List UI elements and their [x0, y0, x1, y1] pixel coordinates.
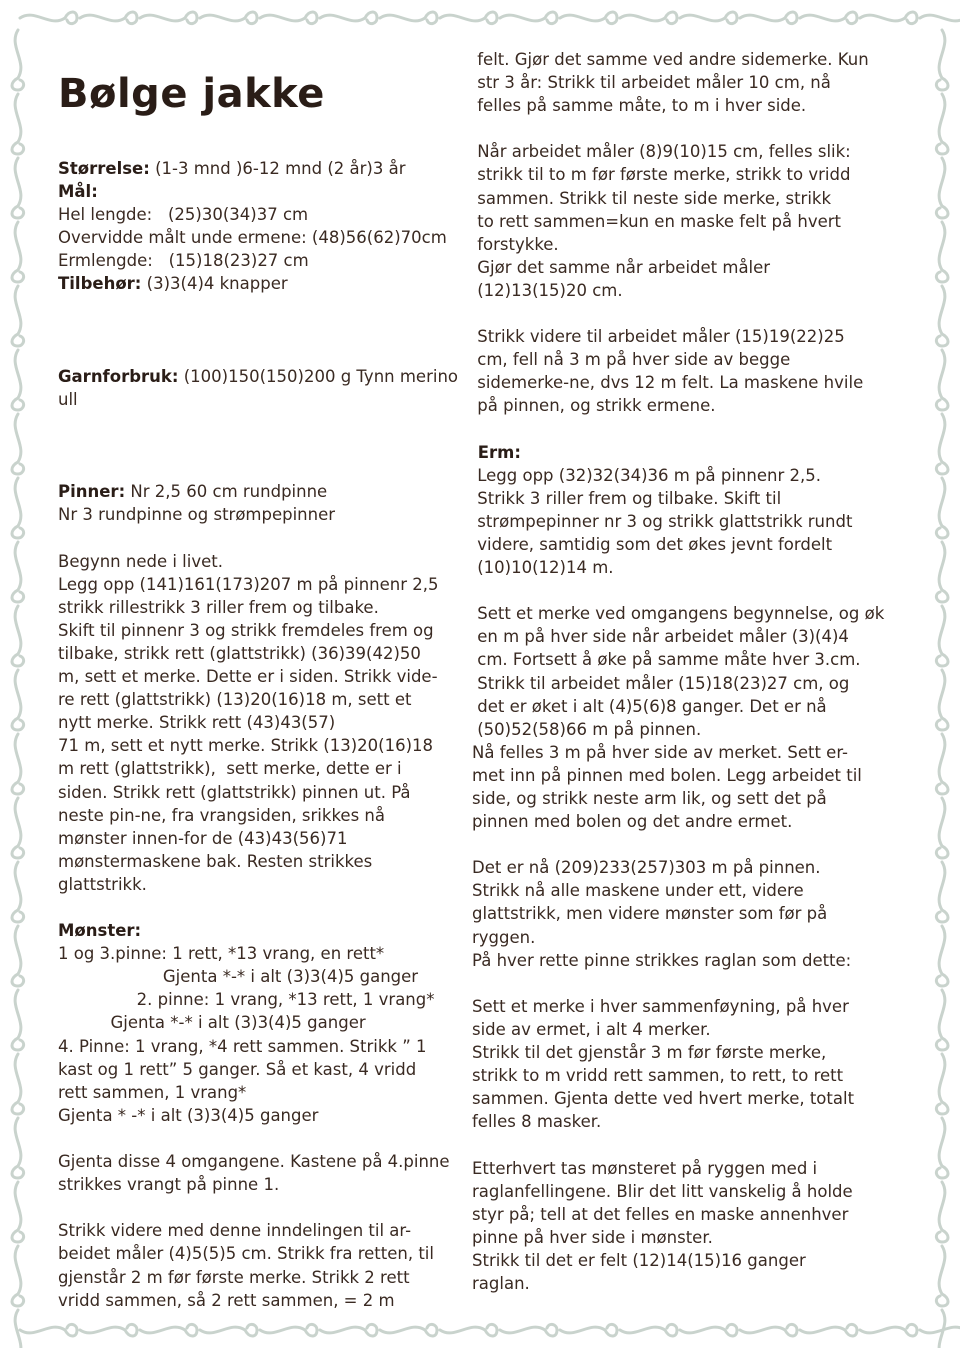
text-line [472, 1272, 892, 1295]
text-line [472, 256, 892, 279]
text-line [58, 226, 473, 249]
line-text: Etterhvert tas mønsteret på ryggen med i [472, 1158, 818, 1178]
blank-line [472, 117, 892, 140]
line-text: nytt merke. Strikk rett (43)43(57) [58, 713, 336, 733]
blank-line [58, 434, 473, 457]
text-line [472, 995, 892, 1018]
line-text: strikk to m vridd rett sammen, to rett, to rett [472, 1066, 844, 1086]
text-line [472, 1249, 892, 1272]
section-label: Størrelse: [58, 159, 150, 178]
text-line [58, 919, 473, 942]
text-line [58, 272, 473, 295]
text-line [472, 856, 892, 879]
section-label: Garnforbruk: [58, 366, 179, 386]
text-line [58, 1035, 473, 1058]
text-line [472, 787, 892, 810]
text-line [472, 510, 892, 533]
line-text: side, og strikk neste arm lik, og sett det på [472, 789, 827, 808]
line-text: (10)10(12)14 m. [472, 558, 614, 578]
line-text: Gjør det samme når arbeidet måler [472, 257, 771, 277]
text-line [472, 879, 892, 902]
text-line [58, 873, 473, 896]
line-text: Det er nå (209)233(257)303 m på pinnen. [472, 858, 821, 878]
text-line [58, 688, 473, 711]
blank-line [472, 418, 892, 441]
line-text: Sett et merke ved omgangens begynnelse, og øk [472, 604, 885, 624]
text-line [58, 619, 473, 642]
line-text: Gjenta *-* i alt (3)3(4)5 ganger [58, 1013, 366, 1033]
line-text: sammen. Gjenta dette ved hvert merke, totalt [472, 1089, 855, 1109]
line-text: 1 og 3.pinne: 1 rett, *13 vrang, en rett* [58, 944, 385, 964]
text-line [58, 1266, 473, 1289]
line-text: Strikk til det gjenstår 3 m før første merke, [472, 1043, 827, 1063]
line-text: mønster innen-for de (43)43(56)71 [58, 828, 348, 848]
text-line [472, 1041, 892, 1064]
line-text: felles 8 masker. [472, 1112, 602, 1132]
line-text: Sett et merke i hver sammenføyning, på hver [472, 996, 849, 1016]
text-line [472, 1226, 892, 1249]
line-text: (100)150(150)200 g Tynn merino [178, 366, 458, 386]
line-text: cm. Fortsett å øke på samme måte hver 3.cm. [472, 650, 861, 670]
blank-line [58, 457, 473, 480]
line-text: tilbake, strikk rett (glattstrikk) (36)39(42)50 [58, 643, 421, 663]
text-line [58, 1173, 473, 1196]
text-line [58, 157, 473, 180]
text-line [472, 695, 892, 718]
text-line [58, 180, 473, 203]
text-line [58, 596, 473, 619]
blank-line [58, 1196, 473, 1219]
line-text: sidemerke-ne, dvs 12 m felt. La maskene hvile [472, 373, 864, 393]
blank-line [472, 833, 892, 856]
text-line [472, 279, 892, 302]
text-line [58, 1289, 473, 1312]
text-line [472, 926, 892, 949]
blank-line [58, 896, 473, 919]
text-line [58, 480, 473, 503]
line-text: Når arbeidet måler (8)9(10)15 cm, felles slik: [472, 142, 851, 162]
text-line [472, 718, 892, 741]
line-text: 4. Pinne: 1 vrang, *4 rett sammen. Strikk ” 1 [58, 1036, 427, 1056]
line-text: (1-3 mnd )6-12 mnd (2 år)3 år [149, 159, 406, 178]
text-line [58, 642, 473, 665]
line-text: pinne på hver side i mønster. [472, 1227, 713, 1247]
line-text: met inn på pinnen med bolen. Legg arbeidet til [472, 765, 862, 785]
text-line [472, 556, 892, 579]
blank-line [58, 527, 473, 550]
text-line [472, 1157, 892, 1180]
text-line [472, 187, 892, 210]
line-text: Legg opp (32)32(34)36 m på pinnenr 2,5. [472, 465, 821, 485]
line-text: ull [58, 389, 78, 409]
text-line [58, 365, 473, 388]
text-line [58, 550, 473, 573]
text-line [58, 203, 473, 226]
section-label: Mål: [58, 182, 98, 202]
text-line [58, 1011, 473, 1034]
text-line [472, 371, 892, 394]
line-text: glattstrikk, men videre mønster som før på [472, 904, 828, 924]
text-line [472, 1064, 892, 1087]
text-line [58, 734, 473, 757]
section-label: Erm: [472, 442, 521, 462]
right-column [472, 48, 892, 1295]
line-text: pinnen med bolen og det andre ermet. [472, 812, 793, 832]
text-line [58, 665, 473, 688]
blank-line [58, 296, 473, 319]
text-line [472, 672, 892, 695]
text-line [58, 1150, 473, 1173]
text-line [58, 827, 473, 850]
line-text: rett sammen, 1 vrang* [58, 1082, 247, 1102]
line-text: mønstermaskene bak. Resten strikkes [58, 851, 373, 871]
line-text: strikk til to m før første merke, strikk to vridd [472, 165, 851, 185]
blank-line [58, 342, 473, 365]
text-line [58, 942, 473, 965]
line-text: strømpepinner nr 3 og strikk glattstrikk rundt [472, 511, 853, 531]
line-text: cm, fell nå 3 m på hver side av begge [472, 350, 791, 370]
text-line [58, 573, 473, 596]
blank-line [472, 972, 892, 995]
line-text: Legg opp (141)161(173)207 m på pinnenr 2,5 [58, 574, 439, 594]
text-line [58, 388, 473, 411]
blank-line [472, 302, 892, 325]
blank-line [472, 1133, 892, 1156]
text-line [58, 781, 473, 804]
text-line [58, 711, 473, 734]
text-line [472, 163, 892, 186]
blank-line [58, 319, 473, 342]
line-text: strikk rillestrikk 3 riller frem og tilbake. [58, 597, 379, 617]
section-label: Mønster: [58, 921, 142, 941]
text-line [58, 757, 473, 780]
text-line [58, 1081, 473, 1104]
text-line [472, 602, 892, 625]
text-line [472, 625, 892, 648]
line-text: Nr 2,5 60 cm rundpinne [125, 482, 328, 502]
text-line [58, 965, 473, 988]
line-text: (3)3(4)4 knapper [141, 274, 288, 294]
text-line [472, 48, 892, 71]
line-text: Begynn nede i livet. [58, 551, 223, 571]
line-text: Overvidde målt unde ermene: (48)56(62)70cm [58, 228, 447, 248]
line-text: Strikk 3 riller frem og tilbake. Skift til [472, 488, 782, 508]
line-text: glattstrikk. [58, 874, 147, 894]
line-text: forstykke. [472, 234, 559, 254]
line-text: beidet måler (4)5(5)5 cm. Strikk fra retten, til [58, 1244, 434, 1264]
text-line [472, 533, 892, 556]
page-title: Bølge jakke [58, 70, 325, 117]
text-line [58, 804, 473, 827]
line-text: strikkes vrangt på pinne 1. [58, 1175, 280, 1195]
text-line [472, 140, 892, 163]
text-line [472, 764, 892, 787]
line-text: videre, samtidig som det økes jevnt fordelt [472, 534, 833, 554]
line-text: kast og 1 rett” 5 ganger. Så et kast, 4 vridd [58, 1059, 417, 1079]
text-line [472, 210, 892, 233]
text-line [472, 487, 892, 510]
line-text: gjenstår 2 m før første merke. Strikk 2 rett [58, 1267, 410, 1287]
line-text: (12)13(15)20 cm. [472, 280, 623, 300]
blank-line [58, 411, 473, 434]
line-text: raglanfellingene. Blir det litt vanskelig å holde [472, 1181, 853, 1201]
line-text: sammen. Strikk til neste side merke, strikk [472, 188, 832, 208]
line-text: Nå felles 3 m på hver side av merket. Sett er- [472, 742, 849, 762]
line-text: vridd sammen, så 2 rett sammen, = 2 m [58, 1290, 395, 1310]
line-text: m rett (glattstrikk), sett merke, dette er i [58, 759, 402, 779]
line-text: Strikk til arbeidet måler (15)18(23)27 cm, og [472, 673, 850, 693]
line-text: det er øket i alt (4)5(6)8 ganger. Det er nå [472, 696, 827, 716]
blank-line [58, 1127, 473, 1150]
text-line [58, 1104, 473, 1127]
text-line [472, 741, 892, 764]
text-line [58, 249, 473, 272]
text-line [58, 1058, 473, 1081]
line-text: styr på; tell at det felles en maske annenhver [472, 1204, 849, 1224]
text-line [58, 988, 473, 1011]
text-line [472, 1018, 892, 1041]
blank-line [472, 579, 892, 602]
line-text: på pinnen, og strikk ermene. [472, 396, 716, 416]
text-line [472, 394, 892, 417]
line-text: en m på hver side når arbeidet måler (3)(4)4 [472, 627, 849, 647]
line-text: Gjenta * -* i alt (3)3(4)5 ganger [58, 1105, 319, 1125]
line-text: str 3 år: Strikk til arbeidet måler 10 cm, nå [472, 73, 831, 93]
line-text: ryggen. [472, 927, 536, 947]
line-text: Hel lengde: (25)30(34)37 cm [58, 205, 309, 225]
line-text: Strikk videre til arbeidet måler (15)19(22)25 [472, 327, 845, 347]
line-text: Gjenta *-* i alt (3)3(4)5 ganger [58, 967, 419, 987]
text-line [472, 233, 892, 256]
line-text: Strikk videre med denne inndelingen til ar- [58, 1221, 412, 1241]
text-line [472, 1087, 892, 1110]
line-text: felles på samme måte, to m i hver side. [472, 96, 807, 116]
line-text: Skift til pinnenr 3 og strikk fremdeles frem og [58, 620, 434, 640]
text-line [472, 1180, 892, 1203]
text-line [58, 850, 473, 873]
line-text: raglan. [472, 1273, 530, 1293]
line-text: Strikk til det er felt (12)14(15)16 ganger [472, 1250, 806, 1270]
line-text: side av ermet, i alt 4 merker. [472, 1019, 711, 1039]
text-line [472, 464, 892, 487]
text-line [472, 94, 892, 117]
line-text: felt. Gjør det samme ved andre sidemerke. Kun [472, 50, 869, 69]
line-text: 2. pinne: 1 vrang, *13 rett, 1 vrang* [58, 990, 435, 1010]
text-line [472, 648, 892, 671]
text-line [58, 503, 473, 526]
text-line [58, 1219, 473, 1242]
text-line [472, 810, 892, 833]
line-text: re rett (glattstrikk) (13)20(16)18 m, sett et [58, 690, 412, 710]
section-label: Tilbehør: [58, 274, 142, 294]
text-line [472, 441, 892, 464]
text-line [472, 949, 892, 972]
section-label: Pinner: [58, 482, 126, 502]
line-text: m, sett et merke. Dette er i siden. Strikk vide- [58, 667, 438, 687]
line-text: Ermlengde: (15)18(23)27 cm [58, 251, 309, 271]
line-text: neste pin-ne, fra vrangsiden, srikkes nå [58, 805, 385, 825]
text-line [472, 1110, 892, 1133]
line-text: Gjenta disse 4 omgangene. Kastene på 4.pinne [58, 1152, 450, 1172]
line-text: Nr 3 rundpinne og strømpepinner [58, 505, 336, 525]
line-text: (50)52(58)66 m på pinnen. [472, 719, 702, 739]
left-column [58, 157, 473, 1312]
line-text: siden. Strikk rett (glattstrikk) pinnen ut. På [58, 782, 411, 802]
text-line [58, 1242, 473, 1265]
line-text: På hver rette pinne strikkes raglan som dette: [472, 950, 852, 970]
text-line [472, 1203, 892, 1226]
line-text: 71 m, sett et nytt merke. Strikk (13)20(16)18 [58, 736, 434, 756]
text-line [472, 902, 892, 925]
line-text: to rett sammen=kun en maske felt på hvert [472, 211, 842, 231]
text-line [472, 348, 892, 371]
line-text: Strikk nå alle maskene under ett, videre [472, 881, 804, 901]
text-line [472, 325, 892, 348]
text-line [472, 71, 892, 94]
